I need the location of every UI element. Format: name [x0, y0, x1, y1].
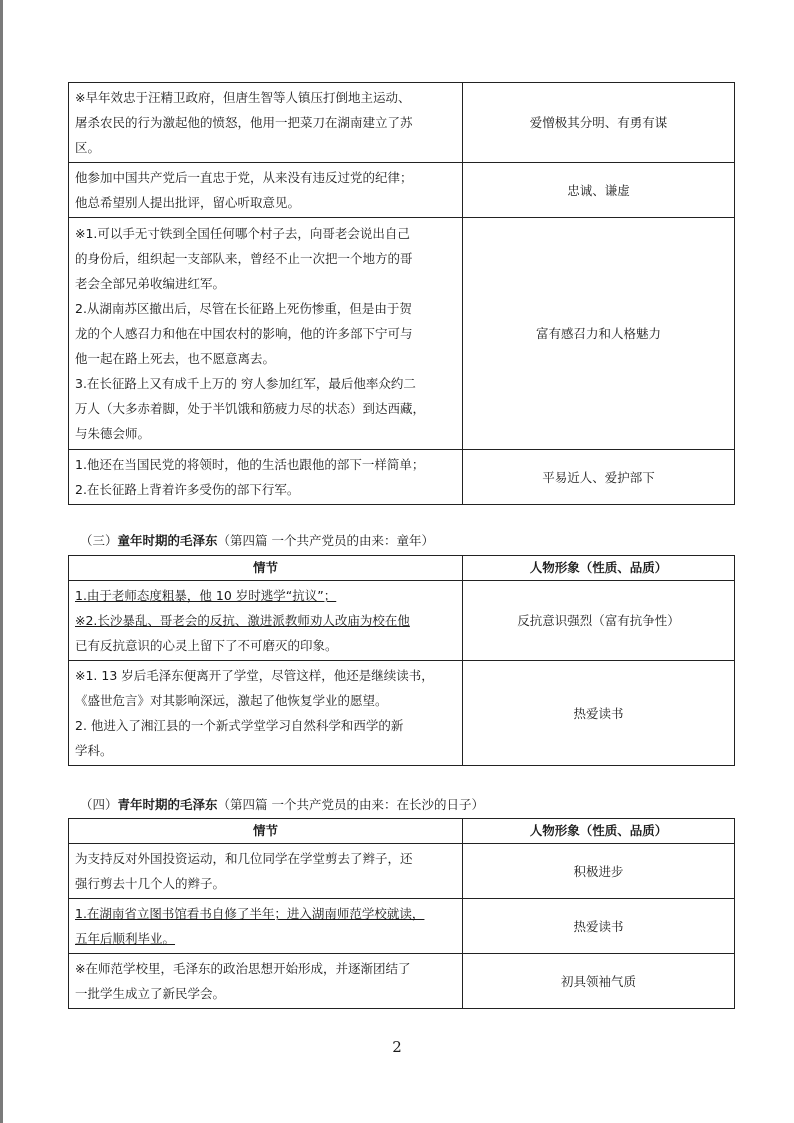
- plot-cell: 1.由于老师态度粗暴，他 10 岁时逃学“抗议”； ※2.长沙暴乱、哥老会的反抗、激进派教师劝人改庙为校在他 已有反抗意识的心灵上留下了不可磨灭的印象。: [69, 581, 463, 661]
- plot-cell: ※1. 13 岁后毛泽东便离开了学堂，尽管这样，他还是继续读书， 《盛世危言》对其影响深远，激起了他恢复学业的愿望。 2. 他进入了湘江县的一个新式学堂学习自然科学和西学的新 学科。: [69, 661, 463, 766]
- section-heading-youth: （四）青年时期的毛泽东（第四篇 一个共产党员的由来：在长沙的日子）: [80, 797, 485, 812]
- plot-cell: 1.他还在当国民党的将领时，他的生活也跟他的部下一样简单； 2.在长征路上背着许多受伤的部下行军。: [69, 450, 463, 505]
- column-header-plot: 情节: [69, 819, 463, 844]
- trait-cell: 积极进步: [463, 844, 735, 899]
- youth-table: [68, 818, 735, 1009]
- plot-cell: ※1.可以手无寸铁到全国任何哪个村子去，向哥老会说出自己 的身份后，组织起一支部队来，曾经不止一次把一个地方的哥 老会全部兄弟收编进红军。 2.从湖南苏区撤出后，尽管在长征路上死伤惨重，但是由于贺 龙的个人感召力和他在中国农村的影响，他的许多部下宁可与 他一起在路上死去，也不愿意离去。 3.在长征路上又有成千上万的 穷人参加红军，最后他率众约二 万人（大多赤着脚，处于半饥饿和筋疲力尽的状态）到达西藏， 与朱德会师。: [69, 218, 463, 450]
- table-header-row: [69, 819, 735, 844]
- plot-cell: 他参加中国共产党后一直忠于党，从来没有违反过党的纪律； 他总希望别人提出批评，留心听取意见。: [69, 163, 463, 218]
- character-table-continued: [68, 82, 735, 505]
- table-row: [69, 83, 735, 163]
- trait-cell: 热爱读书: [463, 899, 735, 954]
- table-row: [69, 899, 735, 954]
- trait-cell: 热爱读书: [463, 661, 735, 766]
- childhood-table: [68, 555, 735, 766]
- column-header-trait: 人物形象（性质、品质）: [463, 556, 735, 581]
- page-number: 2: [392, 1038, 402, 1056]
- table-row: [69, 844, 735, 899]
- table-row: [69, 163, 735, 218]
- plot-cell: 1.在湖南省立图书馆看书自修了半年；进入湖南师范学校就读， 五年后顺利毕业。: [69, 899, 463, 954]
- plot-cell: 为支持反对外国投资运动，和几位同学在学堂剪去了辫子，还 强行剪去十几个人的辫子。: [69, 844, 463, 899]
- trait-cell: 忠诚、谦虚: [463, 163, 735, 218]
- page-edge-shadow: [0, 0, 3, 1123]
- section-heading-childhood: （三）童年时期的毛泽东（第四篇 一个共产党员的由来：童年）: [80, 533, 435, 548]
- plot-cell: ※在师范学校里，毛泽东的政治思想开始形成，并逐渐团结了 一批学生成立了新民学会。: [69, 954, 463, 1009]
- table-header-row: [69, 556, 735, 581]
- trait-cell: 爱憎极其分明、有勇有谋: [463, 83, 735, 163]
- table-row: [69, 954, 735, 1009]
- table-row: [69, 450, 735, 505]
- table-row: [69, 581, 735, 661]
- table-row: [69, 218, 735, 450]
- trait-cell: 平易近人、爱护部下: [463, 450, 735, 505]
- plot-cell: ※早年效忠于汪精卫政府，但唐生智等人镇压打倒地主运动、 屠杀农民的行为激起他的愤怒，他用一把菜刀在湖南建立了苏 区。: [69, 83, 463, 163]
- trait-cell: 反抗意识强烈（富有抗争性）: [463, 581, 735, 661]
- trait-cell: 初具领袖气质: [463, 954, 735, 1009]
- column-header-trait: 人物形象（性质、品质）: [463, 819, 735, 844]
- table-row: [69, 661, 735, 766]
- trait-cell: 富有感召力和人格魅力: [463, 218, 735, 450]
- column-header-plot: 情节: [69, 556, 463, 581]
